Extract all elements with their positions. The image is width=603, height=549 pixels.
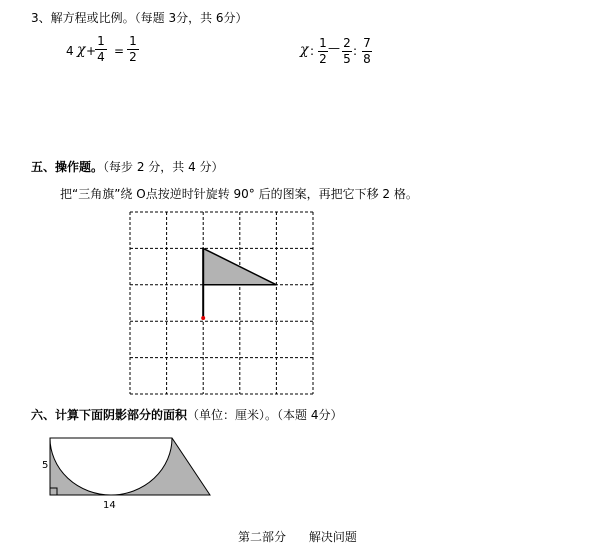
eq2-f1-denominator: 2 bbox=[319, 52, 327, 66]
q6-heading-points: （单位：厘米）。（本题 4分） bbox=[187, 408, 343, 422]
eq1-f1-numerator: 1 bbox=[97, 34, 105, 48]
eq2-dash: — bbox=[328, 41, 340, 55]
label-height: 5 bbox=[42, 460, 49, 471]
eq2-f1-numerator: 1 bbox=[319, 36, 327, 50]
eq1-plus: + bbox=[86, 44, 97, 58]
eq1-equals: = bbox=[114, 44, 125, 58]
eq2-colon-1: : bbox=[310, 44, 315, 58]
eq1-f2-numerator: 1 bbox=[129, 34, 137, 48]
eq2-colon-2: : bbox=[353, 44, 358, 58]
eq1-variable: χ bbox=[77, 42, 86, 58]
shaded-region bbox=[50, 438, 210, 495]
eq2-f2-denominator: 5 bbox=[343, 52, 351, 66]
eq1-coef: 4 bbox=[66, 44, 74, 58]
q3-heading: 3、解方程或比例。（每题 3分，共 6分） bbox=[31, 11, 248, 25]
eq2-variable: χ bbox=[300, 42, 309, 58]
part-two-title: 第二部分 解决问题 bbox=[238, 530, 357, 544]
q5-instruction: 把“三角旗”绕 O点按逆时针旋转 90° 后的图案，再把它下移 2 格。 bbox=[60, 187, 418, 201]
eq2-f3-numerator: 7 bbox=[363, 36, 371, 50]
eq1-f2-denominator: 2 bbox=[129, 50, 137, 64]
eq1-f1-denominator: 4 bbox=[97, 50, 105, 64]
q5-heading-points: （每步 2 分，共 4 分） bbox=[103, 160, 224, 174]
q5-heading-title: 五、操作题。 bbox=[31, 160, 104, 174]
q6-heading-title: 六、计算下面阴影部分的面积 bbox=[31, 408, 188, 422]
eq2-f3-denominator: 8 bbox=[363, 52, 371, 66]
eq2-f2-numerator: 2 bbox=[343, 36, 351, 50]
label-width: 14 bbox=[103, 500, 116, 511]
